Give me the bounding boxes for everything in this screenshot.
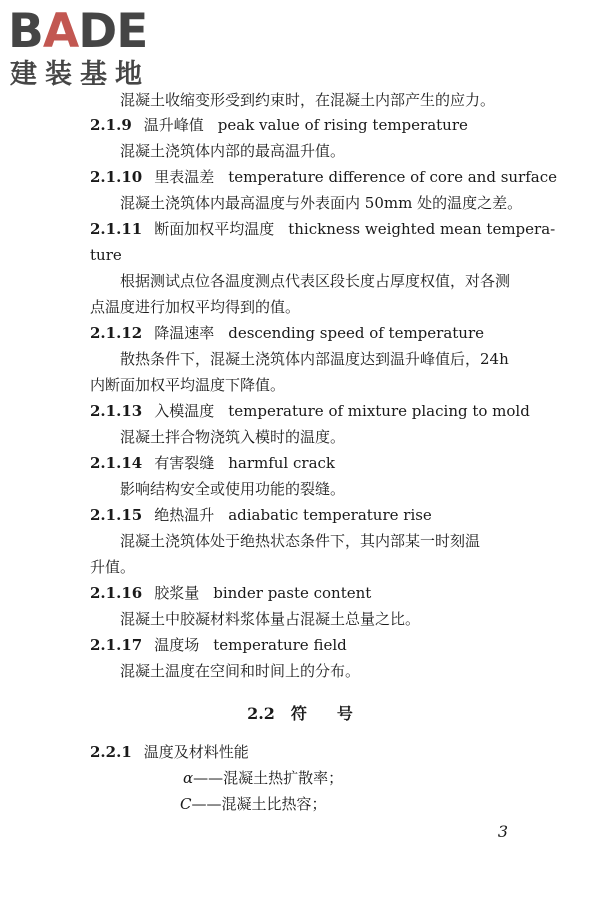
logo-wordmark: BADE: [8, 4, 148, 59]
term-heading: 2.1.11 断面加权平均温度 thickness weighted mean tempera-: [90, 220, 556, 238]
term-heading: 2.1.17 温度场 temperature field: [90, 636, 347, 654]
definition-text: 点温度进行加权平均得到的值。: [90, 298, 301, 316]
term-heading: 2.1.13 入模温度 temperature of mixture placing to mold: [90, 402, 530, 420]
definition-text: 混凝土拌合物浇筑入模时的温度。: [120, 428, 346, 446]
definition-text: 混凝土浇筑体内部的最高温升值。: [120, 142, 346, 160]
section-heading: 2.2 符 号: [247, 704, 353, 723]
definition-text: 混凝土浇筑体处于绝热状态条件下，其内部某一时刻温: [120, 532, 481, 550]
term-heading: 2.1.10 里表温差 temperature difference of core and surface: [90, 168, 558, 186]
definition-text: 影响结构安全或使用功能的裂缝。: [120, 480, 346, 498]
definition-text: 混凝土中胶凝材料浆体量占混凝土总量之比。: [120, 610, 421, 628]
term-heading: 2.1.15 绝热温升 adiabatic temperature rise: [90, 506, 432, 524]
definition-text: 内断面加权平均温度下降值。: [90, 376, 286, 394]
definition-text: 混凝土收缩变形受到约束时，在混凝土内部产生的应力。: [120, 91, 496, 109]
term-heading: 2.1.14 有害裂缝 harmful crack: [90, 454, 335, 472]
definition-text: 根据测试点位各温度测点代表区段长度占厚度权值，对各测: [120, 272, 511, 290]
page-number: 3: [497, 822, 508, 841]
subsection-heading: 2.2.1 温度及材料性能: [90, 743, 249, 761]
logo-subtitle: 建装基地: [10, 59, 150, 90]
definition-text: 升值。: [90, 558, 136, 576]
term-heading: 2.1.16 胶浆量 binder paste content: [90, 584, 372, 602]
term-heading-continued: ture: [90, 246, 122, 264]
symbol-definition: C——混凝土比热容；: [180, 795, 327, 813]
symbol-definition: α——混凝土热扩散率；: [183, 769, 344, 787]
term-heading: 2.1.9 温升峰值 peak value of rising temperature: [90, 116, 468, 134]
term-heading: 2.1.12 降温速率 descending speed of temperature: [90, 324, 484, 342]
definition-text: 混凝土温度在空间和时间上的分布。: [120, 662, 361, 680]
definition-text: 散热条件下，混凝土浇筑体内部温度达到温升峰值后，24h: [120, 350, 509, 368]
definition-text: 混凝土浇筑体内最高温度与外表面内 50mm 处的温度之差。: [120, 194, 523, 212]
